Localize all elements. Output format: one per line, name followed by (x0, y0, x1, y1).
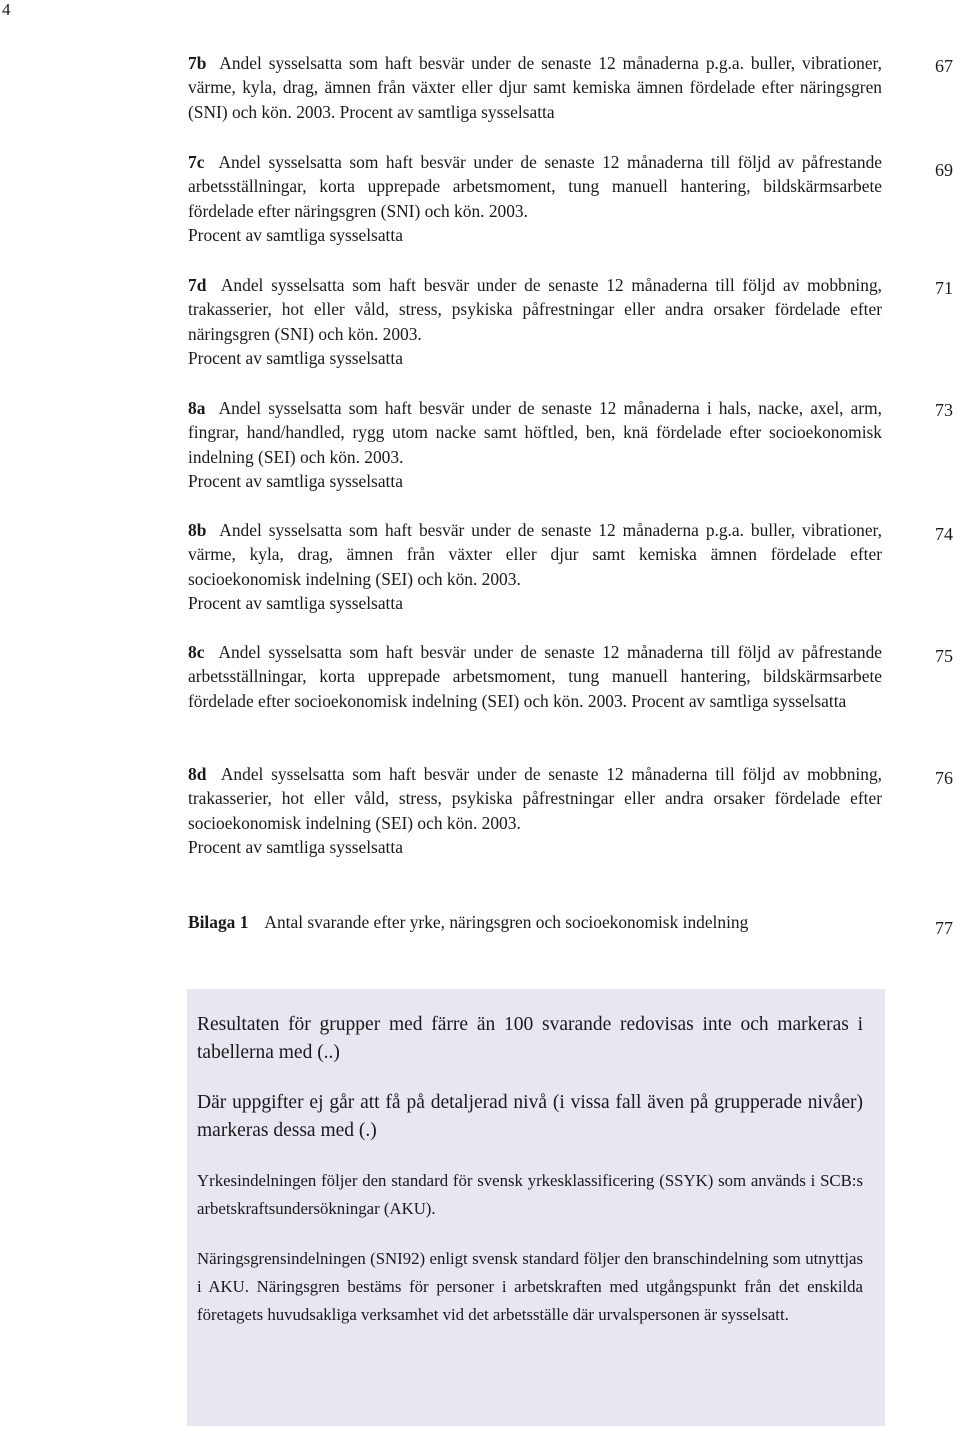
entry-code: 8b (188, 520, 207, 540)
toc-entry-bilaga-1 (188, 910, 888, 934)
entry-code: 8d (188, 764, 207, 784)
page-number: 4 (2, 0, 11, 19)
entry-subtitle: Procent av samtliga sysselsatta (188, 348, 403, 369)
note-ssyk: Yrkesindelningen följer den standard för svensk yrkesklassificering (SSYK) som används i SCB:s arbetskraftsundersökningar (AKU). (197, 1171, 863, 1218)
entry-text: Andel sysselsatta som haft besvär under de senaste 12 månaderna p.g.a. buller, vibrationer, värme, kyla, drag, ämnen från växter eller djur samt kemiska ämnen fördelade efter socioekonomisk indelning (SEI) och kön. 2003. (188, 520, 882, 589)
entry-code: 8c (188, 642, 205, 662)
notes-box (187, 989, 885, 1426)
entry-text: Andel sysselsatta som haft besvär under de senaste 12 månaderna till följd av påfrestande arbetsställningar, korta upprepade arbetsmoment, tung manuell hantering, bildskärmsarbete fördelade efter socioekonomisk indelning (SEI) och kön. 2003. Procent av samtliga sysselsatta (188, 642, 882, 711)
toc-entry-8c (188, 640, 882, 713)
entry-code: 7c (188, 152, 205, 172)
note-sni92: Näringsgrensindelningen (SNI92) enligt svensk standard följer den branschindelning som utnyttjas i AKU. Näringsgren bestäms för personer i arbetskraften med utgångspunkt från det enskilda företagets huvudsakliga verksamhet vid det arbetsställe där urvalspersonen är sysselsatt. (197, 1249, 863, 1324)
toc-entry-8a (188, 396, 882, 494)
toc-entry-7d (188, 273, 882, 371)
entry-code: 8a (188, 398, 206, 418)
page-ref-7c: 69 (935, 160, 953, 180)
entry-code: 7b (188, 53, 207, 73)
entry-subtitle: Procent av samtliga sysselsatta (188, 837, 403, 858)
page-ref-8c: 75 (935, 646, 953, 666)
page-ref-8b: 74 (935, 524, 953, 544)
entry-text: Andel sysselsatta som haft besvär under de senaste 12 månaderna i hals, nacke, axel, arm, fingrar, hand/handled, rygg utom nacke samt höftled, ben, knä fördelade efter socioekonomisk indelning (SEI) och kön. 2003. (188, 398, 882, 467)
entry-text: Andel sysselsatta som haft besvär under de senaste 12 månaderna till följd av mobbning, trakasserier, hot eller våld, stress, psykiska påfrestningar eller andra orsaker fördelade efter socioekonomisk indelning (SEI) och kön. 2003. (188, 764, 882, 833)
bilaga-text: Antal svarande efter yrke, näringsgren och socioekonomisk indelning (264, 912, 749, 932)
page-ref-8a: 73 (935, 400, 953, 420)
entry-subtitle: Procent av samtliga sysselsatta (188, 471, 403, 492)
entry-text: Andel sysselsatta som haft besvär under de senaste 12 månaderna p.g.a. buller, vibrationer, värme, kyla, drag, ämnen från växter eller djur samt kemiska ämnen fördelade efter näringsgren (SNI) och kön. 2003. Procent av samtliga sysselsatta (188, 53, 882, 122)
entry-code: 7d (188, 275, 207, 295)
page-ref-7d: 71 (935, 278, 953, 298)
note-detail-level: Där uppgifter ej går att få på detaljerad nivå (i vissa fall även på grupperade nivåer) markeras dessa med (.) (197, 1092, 863, 1141)
page-ref-bilaga-1: 77 (935, 918, 953, 938)
bilaga-code: Bilaga 1 (188, 912, 249, 932)
entry-subtitle: Procent av samtliga sysselsatta (188, 593, 403, 614)
entry-text: Andel sysselsatta som haft besvär under de senaste 12 månaderna till följd av påfrestande arbetsställningar, korta upprepade arbetsmoment, tung manuell hantering, bildskärmsarbete fördelade efter näringsgren (SNI) och kön. 2003. (188, 152, 882, 221)
toc-entry-7b (188, 51, 882, 124)
page-ref-7b: 67 (935, 56, 953, 76)
page-ref-8d: 76 (935, 768, 953, 788)
entry-subtitle: Procent av samtliga sysselsatta (188, 225, 403, 246)
note-suppressed-groups: Resultaten för grupper med färre än 100 svarande redovisas inte och markeras i tabellerna med (..) (197, 1014, 863, 1063)
toc-entry-7c (188, 150, 882, 248)
toc-entry-8d (188, 762, 882, 860)
entry-text: Andel sysselsatta som haft besvär under de senaste 12 månaderna till följd av mobbning, trakasserier, hot eller våld, stress, psykiska påfrestningar eller andra orsaker fördelade efter näringsgren (SNI) och kön. 2003. (188, 275, 882, 344)
toc-entry-8b (188, 518, 882, 616)
